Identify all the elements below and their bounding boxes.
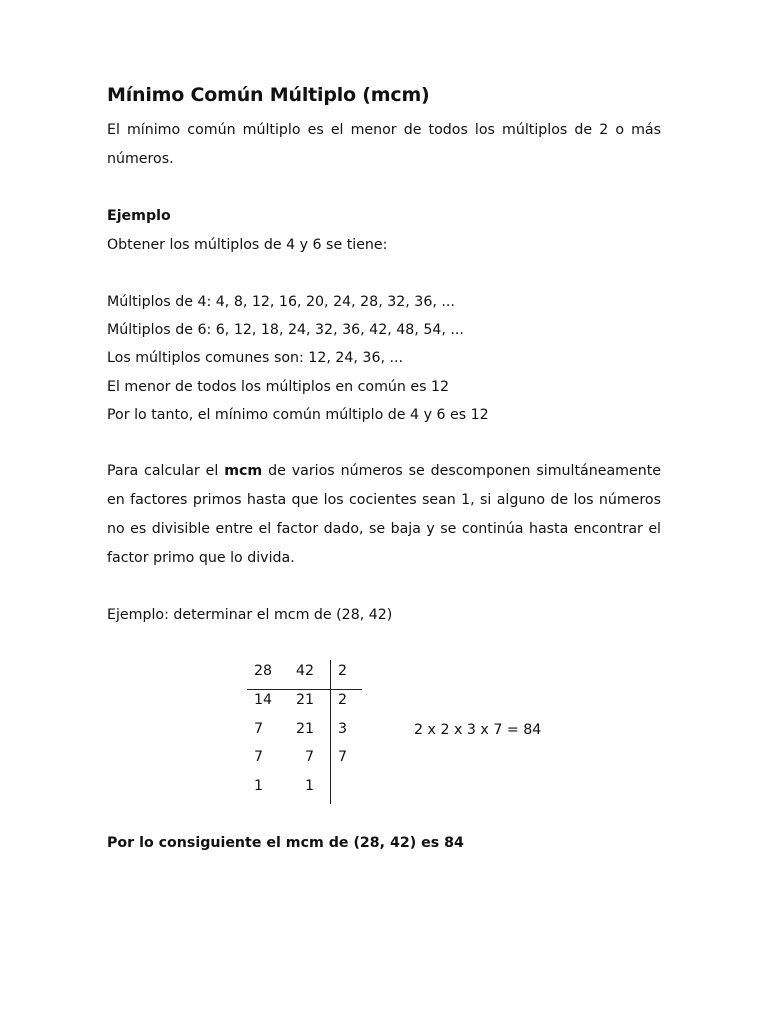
factor-cell: 7 [254, 721, 264, 737]
common-multiples: Los múltiplos comunes son: 12, 24, 36, ... [107, 350, 404, 366]
smallest-common-multiple: El menor de todos los múltiplos en común es 12 [107, 379, 450, 395]
prime-factor-cell: 2 [338, 663, 348, 679]
page-title: Mínimo Común Múltiplo (mcm) [107, 84, 430, 106]
method-paragraph [107, 457, 661, 573]
multiples-of-4: Múltiplos de 4: 4, 8, 12, 16, 20, 24, 28, 32, 36, ... [107, 294, 455, 310]
factor-divider-vertical [330, 660, 331, 804]
therefore-statement: Por lo tanto, el mínimo común múltiplo de 4 y 6 es 12 [107, 407, 489, 423]
example-heading: Ejemplo [107, 208, 171, 224]
factor-cell: 14 [254, 692, 273, 708]
prime-product: 2 x 2 x 3 x 7 = 84 [414, 722, 542, 738]
second-example-intro: Ejemplo: determinar el mcm de (28, 42) [107, 607, 393, 623]
multiples-of-6: Múltiplos de 6: 6, 12, 18, 24, 32, 36, 42, 48, 54, ... [107, 322, 464, 338]
factor-cell: 7 [254, 749, 264, 765]
prime-factor-cell: 3 [338, 721, 348, 737]
method-text-rest: de varios números se descomponen simultáneamente en factores primos hasta que los cocientes sean 1, si alguno de los números no es divisible entre el factor dado, se baja y se continúa hasta encontrar el factor primo que lo divida. [107, 463, 661, 566]
intro-paragraph: El mínimo común múltiplo es el menor de todos los múltiplos de 2 o más números. [107, 122, 661, 167]
factor-cell: 21 [295, 692, 314, 708]
factor-cell: 1 [304, 778, 314, 794]
prime-factor-cell: 2 [338, 692, 348, 708]
factor-cell: 28 [254, 663, 273, 679]
conclusion: Por lo consiguiente el mcm de (28, 42) es 84 [107, 835, 464, 851]
prime-factor-cell: 7 [338, 749, 348, 765]
example-intro: Obtener los múltiplos de 4 y 6 se tiene: [107, 237, 388, 253]
factor-cell: 7 [304, 749, 314, 765]
factor-cell: 21 [295, 721, 314, 737]
method-mcm-term: mcm [224, 463, 263, 479]
factor-cell: 42 [295, 663, 314, 679]
factorization-table [247, 658, 363, 806]
method-text-start: Para calcular el [107, 463, 225, 479]
factor-cell: 1 [254, 778, 264, 794]
